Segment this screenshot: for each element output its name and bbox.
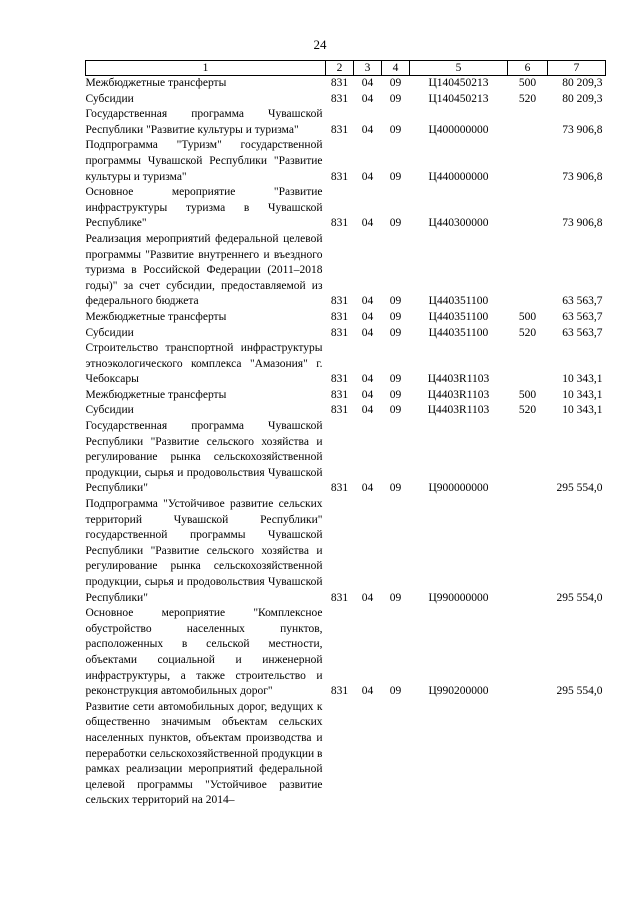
expense-type-cell <box>508 606 548 700</box>
expense-type-cell: 500 <box>518 388 537 401</box>
section-cell: 04 <box>361 373 374 386</box>
subsection-cell: 09 <box>389 77 402 89</box>
subsection-cell: 09 <box>389 591 402 604</box>
section-cell: 04 <box>361 591 374 604</box>
table-row <box>86 185 606 232</box>
admin-code-cell: 831 <box>330 217 349 230</box>
table-row <box>86 310 606 326</box>
row-name-cell: Межбюджетные трансферты <box>85 310 227 323</box>
row-name-cell: Развитие сети автомобильных дорог, ведущих к общественно значимым объектам сельских населенных пунктов, объектам производства и переработки сельскохозяйственной продукции в рамках реализации мероприятий федеральной целевой программы "Устойчивое развитие сельских территорий на 2014– <box>85 700 323 807</box>
amount-cell: 10 343,1 <box>562 404 603 417</box>
amount-cell: 10 343,1 <box>562 388 603 401</box>
row-name-cell: Субсидии <box>85 326 134 339</box>
admin-code-cell: 831 <box>330 295 349 308</box>
table-row <box>86 497 606 606</box>
subsection-cell: 09 <box>389 170 402 183</box>
row-name-cell: Строительство транспортной инфраструктуры этноэкологического комплекса "Амазония" г. Чебоксары <box>85 342 323 386</box>
column-header: 2 <box>326 61 354 76</box>
target-article-cell: Ц440351100 <box>428 310 489 323</box>
target-article-cell: Ц440351100 <box>428 326 489 339</box>
section-cell: 04 <box>361 310 374 323</box>
amount-cell: 73 906,8 <box>562 170 603 183</box>
table-row <box>86 419 606 497</box>
subsection-cell: 09 <box>389 310 402 323</box>
admin-code-cell: 831 <box>330 373 349 386</box>
section-cell: 04 <box>361 326 374 339</box>
row-name-cell: Межбюджетные трансферты <box>85 77 227 89</box>
target-article-cell: Ц900000000 <box>428 482 489 495</box>
page-number: 24 <box>313 37 327 52</box>
subsection-cell: 09 <box>389 373 402 386</box>
column-header: 7 <box>548 61 606 76</box>
section-cell: 04 <box>361 170 374 183</box>
target-article-cell: Ц4403R1103 <box>427 404 490 417</box>
expense-type-cell: 520 <box>518 92 537 105</box>
table-header-row <box>86 61 606 76</box>
column-header: 3 <box>354 61 382 76</box>
row-name-cell: Основное мероприятие "Развитие инфраструктуры туризма в Чувашской Республике" <box>85 186 323 230</box>
subsection-cell: 09 <box>389 404 402 417</box>
table-row <box>86 76 606 92</box>
target-article-cell: Ц400000000 <box>428 123 489 136</box>
amount-cell: 73 906,8 <box>562 217 603 230</box>
table-row <box>86 403 606 419</box>
section-cell: 04 <box>361 388 374 401</box>
expense-type-cell <box>508 138 548 185</box>
amount-cell: 80 209,3 <box>562 77 603 89</box>
table-row <box>86 107 606 138</box>
target-article-cell: Ц140450213 <box>428 77 489 89</box>
row-name-cell: Субсидии <box>85 404 134 417</box>
admin-code-cell: 831 <box>330 77 349 89</box>
target-article-cell: Ц140450213 <box>428 92 489 105</box>
table-row <box>86 606 606 700</box>
admin-code-cell: 831 <box>330 388 349 401</box>
column-header: 4 <box>382 61 410 76</box>
expense-type-cell <box>508 185 548 232</box>
table-row <box>86 138 606 185</box>
amount-cell: 295 554,0 <box>556 482 603 495</box>
expense-type-cell <box>508 419 548 497</box>
expense-type-cell: 520 <box>518 326 537 339</box>
admin-code-cell: 831 <box>330 404 349 417</box>
table-row <box>86 341 606 388</box>
subsection-cell: 09 <box>389 388 402 401</box>
amount-cell: 295 554,0 <box>556 591 603 604</box>
target-article-cell <box>410 700 508 809</box>
table-body <box>86 76 606 809</box>
target-article-cell: Ц4403R1103 <box>427 388 490 401</box>
section-cell: 04 <box>361 482 374 495</box>
row-name-cell: Реализация мероприятий федеральной целевой программы "Развитие внутреннего и въездного туризма в Российской Федерации (2011–2018 годы)" за счет субсидии, предоставляемой из федерального бюджета <box>85 232 323 308</box>
row-name-cell: Государственная программа Чувашской Республики "Развитие сельского хозяйства и регулирование рынка сельскохозяйственной продукции, сырья и продовольствия Чувашской Республики" <box>85 420 323 495</box>
table-row <box>86 232 606 310</box>
section-cell: 04 <box>361 77 374 89</box>
table-row <box>86 326 606 342</box>
subsection-cell <box>382 700 410 809</box>
section-cell: 04 <box>361 217 374 230</box>
expense-type-cell <box>508 232 548 310</box>
target-article-cell: Ц990000000 <box>428 591 489 604</box>
expense-type-cell: 500 <box>518 77 537 89</box>
table-row <box>86 700 606 809</box>
expense-type-cell <box>508 341 548 388</box>
budget-table <box>85 60 606 809</box>
subsection-cell: 09 <box>389 123 402 136</box>
row-name-cell: Подпрограмма "Устойчивое развитие сельских территорий Чувашской Республики" государственной программы Чувашской Республики "Развитие сельского хозяйства и регулирование рынка сельскохозяйственной продукции, сырья и продовольствия Чувашской Республики" <box>85 498 323 604</box>
subsection-cell: 09 <box>389 685 402 698</box>
admin-code-cell: 831 <box>330 326 349 339</box>
section-cell: 04 <box>361 92 374 105</box>
amount-cell <box>548 700 606 809</box>
row-name-cell: Основное мероприятие "Комплексное обустройство населенных пунктов, расположенных в сельской местности, объектами социальной и инженерной инфраструктуры, а также строительство и реконструкция автомобильных дорог" <box>85 607 323 698</box>
amount-cell: 295 554,0 <box>556 685 603 698</box>
amount-cell: 80 209,3 <box>562 92 603 105</box>
subsection-cell: 09 <box>389 92 402 105</box>
section-cell: 04 <box>361 404 374 417</box>
row-name-cell: Межбюджетные трансферты <box>85 388 227 401</box>
subsection-cell: 09 <box>389 295 402 308</box>
admin-code-cell: 831 <box>330 685 349 698</box>
expense-type-cell: 520 <box>518 404 537 417</box>
admin-code-cell: 831 <box>330 170 349 183</box>
column-header: 1 <box>86 61 326 76</box>
target-article-cell: Ц440000000 <box>428 170 489 183</box>
row-name-cell: Субсидии <box>85 92 134 105</box>
section-cell: 04 <box>361 123 374 136</box>
section-cell: 04 <box>361 295 374 308</box>
amount-cell: 73 906,8 <box>562 123 603 136</box>
amount-cell: 63 563,7 <box>562 295 603 308</box>
column-header: 6 <box>508 61 548 76</box>
table-row <box>86 388 606 404</box>
section-cell <box>354 700 382 809</box>
expense-type-cell <box>508 497 548 606</box>
column-header: 5 <box>410 61 508 76</box>
admin-code-cell: 831 <box>330 310 349 323</box>
row-name-cell: Государственная программа Чувашской Республики "Развитие культуры и туризма" <box>85 108 323 136</box>
amount-cell: 63 563,7 <box>562 326 603 339</box>
subsection-cell: 09 <box>389 217 402 230</box>
expense-type-cell <box>508 700 548 809</box>
section-cell: 04 <box>361 685 374 698</box>
admin-code-cell: 831 <box>330 92 349 105</box>
admin-code-cell <box>326 700 354 809</box>
target-article-cell: Ц4403R1103 <box>427 373 490 386</box>
expense-type-cell <box>508 107 548 138</box>
admin-code-cell: 831 <box>330 123 349 136</box>
expense-type-cell: 500 <box>518 310 537 323</box>
amount-cell: 63 563,7 <box>562 310 603 323</box>
subsection-cell: 09 <box>389 326 402 339</box>
target-article-cell: Ц440351100 <box>428 295 489 308</box>
target-article-cell: Ц440300000 <box>428 217 489 230</box>
table-row <box>86 92 606 108</box>
admin-code-cell: 831 <box>330 591 349 604</box>
amount-cell: 10 343,1 <box>562 373 603 386</box>
row-name-cell: Подпрограмма "Туризм" государственной программы Чувашской Республики "Развитие культуры и туризма" <box>85 139 323 183</box>
subsection-cell: 09 <box>389 482 402 495</box>
admin-code-cell: 831 <box>330 482 349 495</box>
target-article-cell: Ц990200000 <box>428 685 489 698</box>
